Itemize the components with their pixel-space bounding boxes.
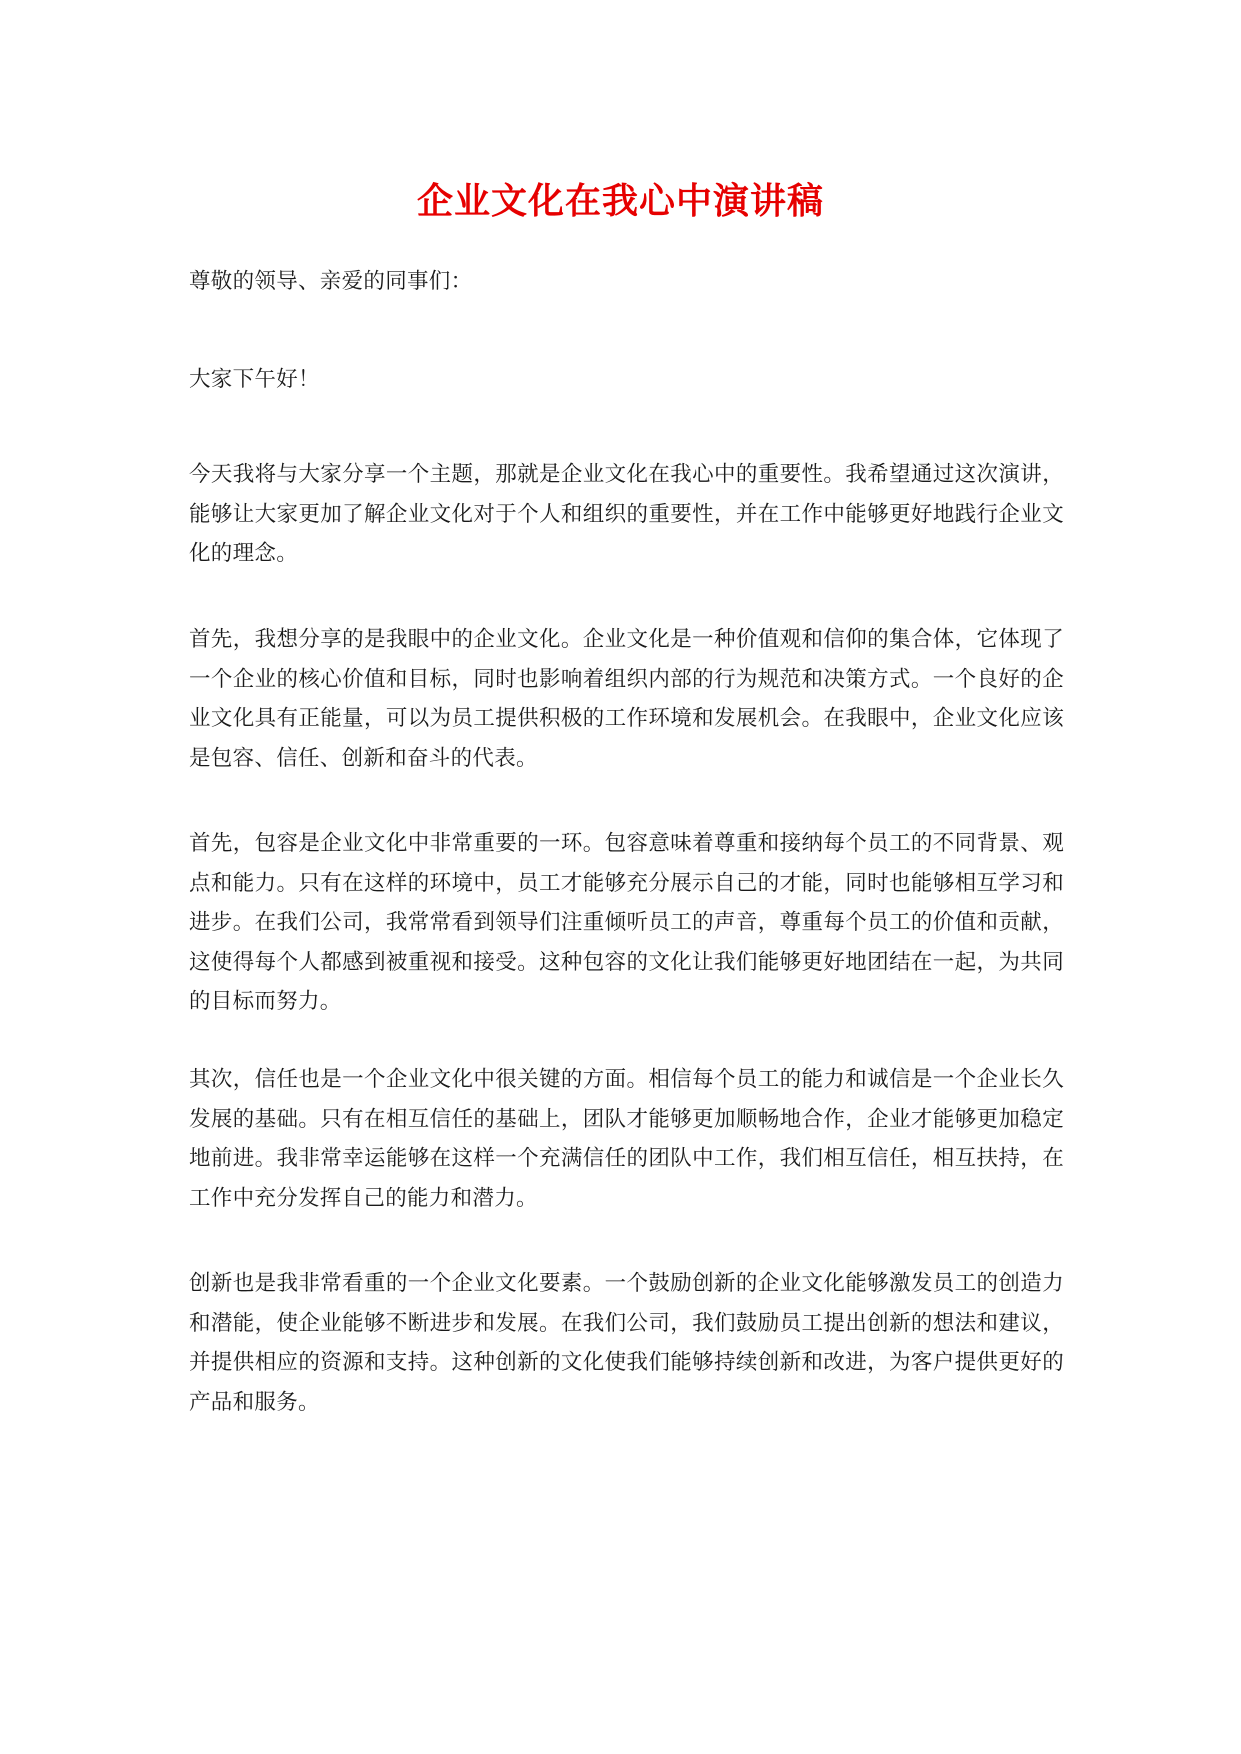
opening-line: 大家下午好！ (189, 367, 320, 392)
paragraph-intro: 今天我将与大家分享一个主题，那就是企业文化在我心中的重要性。我希望通过这次演讲，能够让大家更加了解企业文化对于个人和组织的重要性，并在工作中能够更好地践行企业文化的理念。 (189, 462, 1064, 566)
greeting: 尊敬的领导、亲爱的同事们： (189, 269, 473, 294)
paragraph-culture-view: 首先，我想分享的是我眼中的企业文化。企业文化是一种价值观和信仰的集合体，它体现了一个企业的核心价值和目标，同时也影响着组织内部的行为规范和决策方式。一个良好的企业文化具有正能量，可以为员工提供积极的工作环境和发展机会。在我眼中，企业文化应该是包容、信任、创新和奋斗的代表。 (189, 627, 1064, 771)
paragraph-trust: 其次，信任也是一个企业文化中很关键的方面。相信每个员工的能力和诚信是一个企业长久发展的基础。只有在相互信任的基础上，团队才能够更加顺畅地合作，企业才能够更加稳定地前进。我非常幸运能够在这样一个充满信任的团队中工作，我们相互信任，相互扶持，在工作中充分发挥自己的能力和潜力。 (189, 1067, 1064, 1211)
paragraph-innovation: 创新也是我非常看重的一个企业文化要素。一个鼓励创新的企业文化能够激发员工的创造力和潜能，使企业能够不断进步和发展。在我们公司，我们鼓励员工提出创新的想法和建议，并提供相应的资源和支持。这种创新的文化使我们能够持续创新和改进，为客户提供更好的产品和服务。 (189, 1271, 1064, 1415)
document-title: 企业文化在我心中演讲稿 (416, 181, 824, 222)
paragraph-inclusion: 首先，包容是企业文化中非常重要的一环。包容意味着尊重和接纳每个员工的不同背景、观点和能力。只有在这样的环境中，员工才能够充分展示自己的才能，同时也能够相互学习和进步。在我们公司，我常常看到领导们注重倾听员工的声音，尊重每个员工的价值和贡献，这使得每个人都感到被重视和接受。这种包容的文化让我们能够更好地团结在一起，为共同的目标而努力。 (189, 831, 1064, 1014)
